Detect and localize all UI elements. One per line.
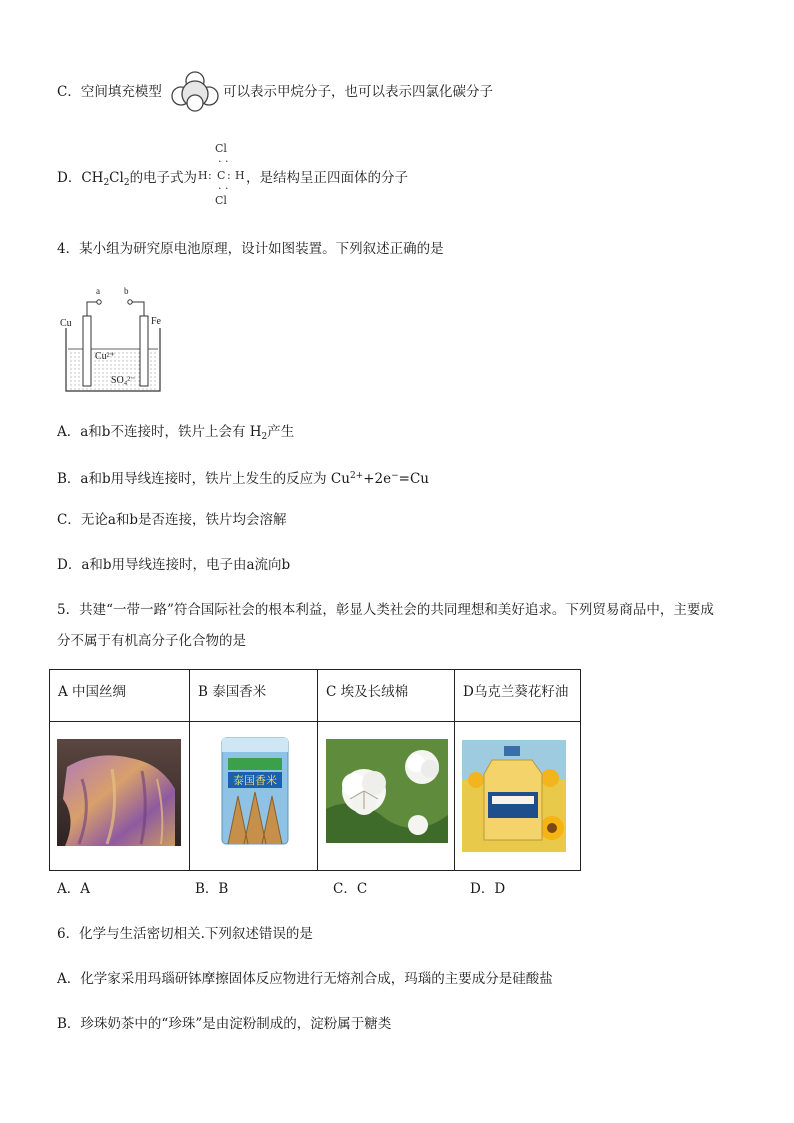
q4-option-a: A．a和b不连接时，铁片上会有 $H_2$产生 xyxy=(57,424,295,442)
sunflower-oil-image xyxy=(462,740,566,852)
q5-stem-line1: 5．共建“一带一路”符合国际社会的根本利益，彰显人类社会的共同理想和美好追求。下列贸易商品中，主要成 xyxy=(57,602,714,618)
cell-cotton xyxy=(318,722,455,871)
label-b: b xyxy=(124,286,129,296)
silk-image xyxy=(57,739,181,846)
cell-oil xyxy=(455,722,581,871)
cell-rice xyxy=(190,722,318,871)
q4-option-c: C．无论a和b是否连接，铁片均会溶解 xyxy=(57,512,287,528)
cell-silk xyxy=(50,722,190,871)
header-a: A 中国丝绸 xyxy=(50,670,190,722)
label-a: a xyxy=(96,286,100,296)
q4-option-b: B．a和b用导线连接时，铁片上发生的反应为 $Cu^{2+}+2e^-=Cu$ xyxy=(57,471,429,487)
q3-option-d: D．$CH_2Cl_2$的电子式为 xyxy=(57,170,198,188)
q3-option-c-text: 可以表示甲烷分子，也可以表示四氯化碳分子 xyxy=(223,84,493,100)
q6-option-a: A．化学家采用玛瑙研钵摩擦固体反应物进行无熔剂合成，玛瑙的主要成分是硅酸盐 xyxy=(57,971,553,987)
header-b: B 泰国香米 xyxy=(190,670,318,722)
label-sulfate-ion: SO₄²⁻ xyxy=(111,375,136,386)
lewis-structure: Cl · · H : C : H · · Cl xyxy=(198,142,245,207)
label-fe: Fe xyxy=(151,316,161,327)
space-filling-model-icon xyxy=(169,70,221,114)
header-d: D乌克兰葵花籽油 xyxy=(455,670,581,722)
svg-text:泰国香米: 泰国香米 xyxy=(233,774,277,787)
q5-stem-line2: 分不属于有机高分子化合物的是 xyxy=(57,633,246,649)
q6-option-b: B．珍珠奶茶中的“珍珠”是由淀粉制成的，淀粉属于糖类 xyxy=(57,1016,392,1032)
header-c: C 埃及长绒棉 xyxy=(318,670,455,722)
q3-option-d-text: ，是结构呈正四面体的分子 xyxy=(246,170,408,186)
q5-choice-c: C．C xyxy=(333,881,368,897)
goods-table xyxy=(49,669,581,871)
q5-choice-a: A．A xyxy=(57,881,90,897)
q4-option-d: D．a和b用导线连接时，电子由a流向b xyxy=(57,557,291,573)
cotton-image xyxy=(326,739,448,843)
rice-bag-image xyxy=(218,736,292,846)
q3-option-c-label: C．空间填充模型 xyxy=(57,84,162,100)
label-cu-ion: Cu²⁺ xyxy=(95,351,115,362)
q5-choice-b: B．B xyxy=(195,881,229,897)
q5-choice-d: D．D xyxy=(470,881,506,897)
q4-stem: 4．某小组为研究原电池原理，设计如图装置。下列叙述正确的是 xyxy=(57,241,444,257)
q6-stem: 6．化学与生活密切相关.下列叙述错误的是 xyxy=(57,926,313,942)
galvanic-cell-figure xyxy=(58,284,170,394)
label-cu: Cu xyxy=(60,318,72,329)
